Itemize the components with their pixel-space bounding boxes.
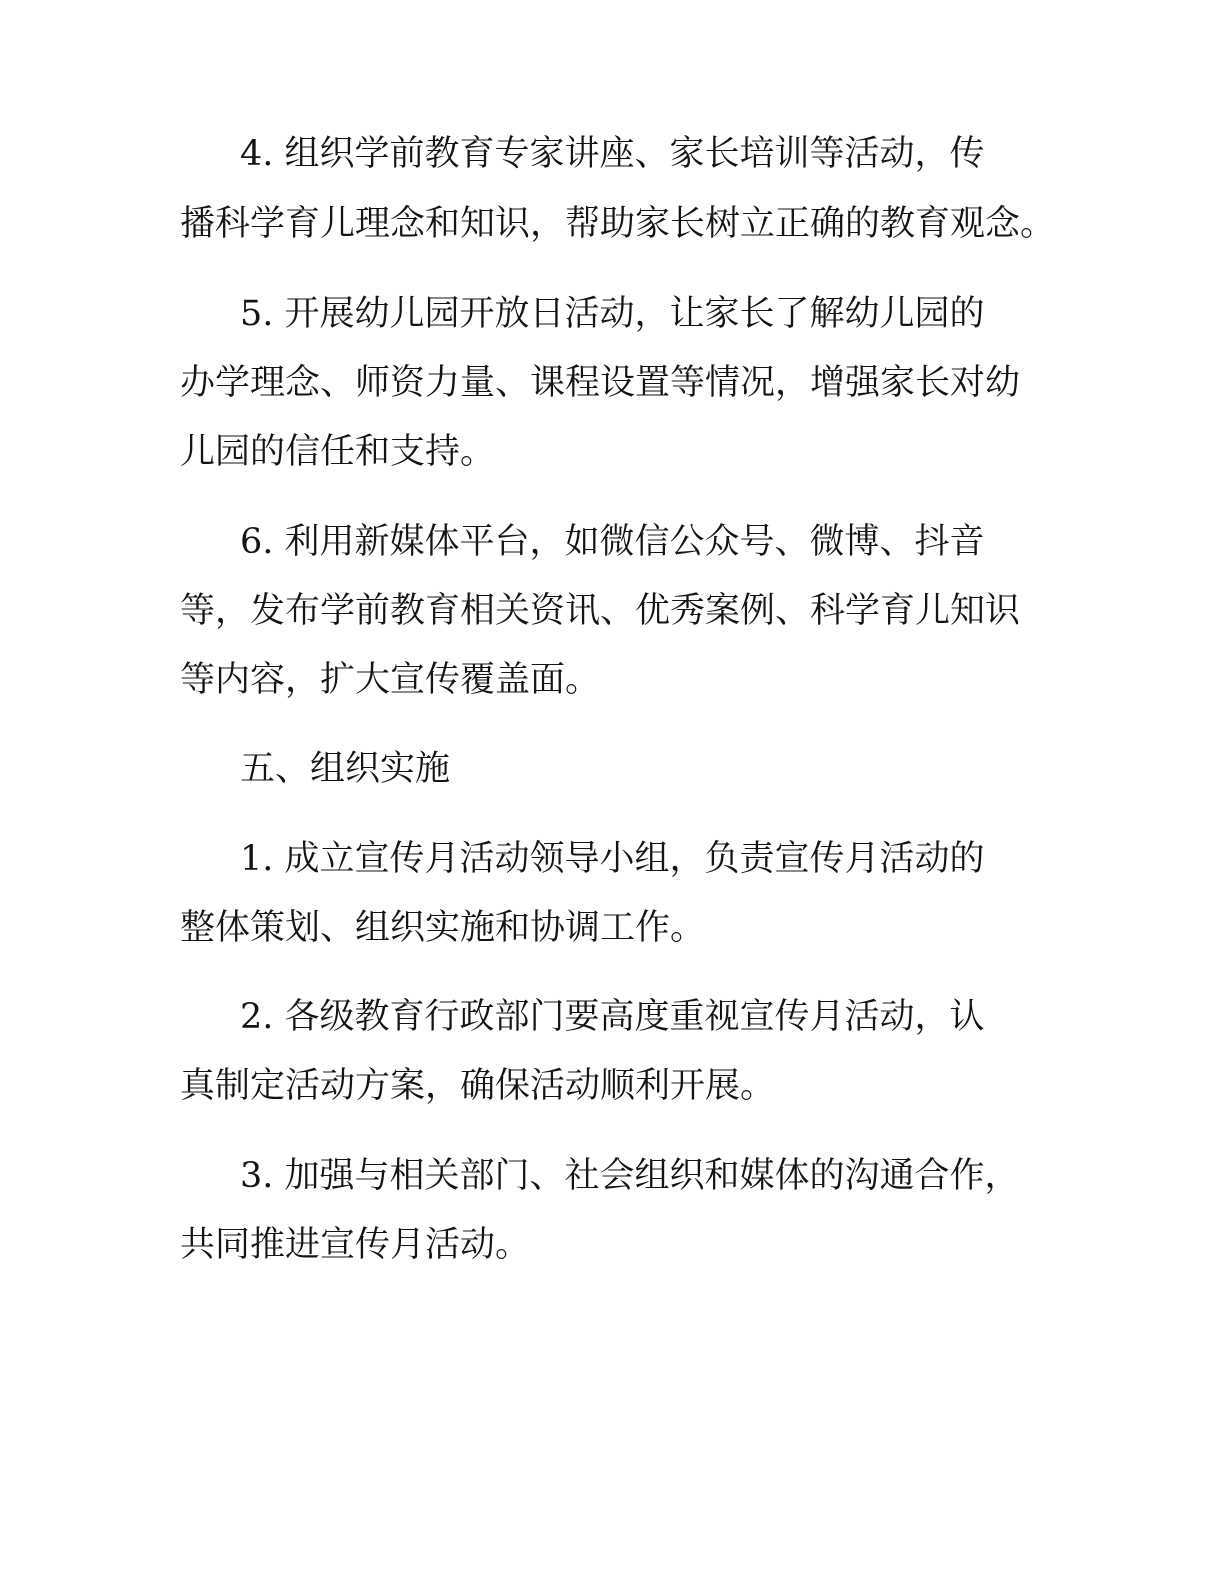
paragraph-item-6-line-3: 等内容，扩大宣传覆盖面。 <box>180 660 601 700</box>
paragraph-item-5-line-1: 5. 开展幼儿园开放日活动，让家长了解幼儿园的 <box>240 294 985 334</box>
paragraph-item-4-line-1: 4. 组织学前教育专家讲座、家长培训等活动，传 <box>240 134 985 174</box>
section-heading-organization: 五、组织实施 <box>240 749 451 789</box>
paragraph-impl-2-line-1: 2. 各级教育行政部门要高度重视宣传月活动，认 <box>240 997 985 1037</box>
paragraph-impl-2-line-2: 真制定活动方案，确保活动顺利开展。 <box>180 1066 776 1106</box>
paragraph-impl-3-line-1: 3. 加强与相关部门、社会组织和媒体的沟通合作， <box>240 1156 1020 1196</box>
paragraph-impl-1-line-1: 1. 成立宣传月活动领导小组，负责宣传月活动的 <box>240 839 985 879</box>
paragraph-item-5-line-2: 办学理念、师资力量、课程设置等情况，增强家长对幼 <box>180 363 1021 403</box>
paragraph-item-6-line-1: 6. 利用新媒体平台，如微信公众号、微博、抖音 <box>240 522 985 562</box>
paragraph-item-4-line-2: 播科学育儿理念和知识，帮助家长树立正确的教育观念。 <box>180 204 1056 244</box>
paragraph-impl-3-line-2: 共同推进宣传月活动。 <box>180 1225 531 1265</box>
paragraph-impl-1-line-2: 整体策划、组织实施和协调工作。 <box>180 908 706 948</box>
paragraph-item-5-line-3: 儿园的信任和支持。 <box>180 432 496 472</box>
paragraph-item-6-line-2: 等，发布学前教育相关资讯、优秀案例、科学育儿知识 <box>180 591 1021 631</box>
